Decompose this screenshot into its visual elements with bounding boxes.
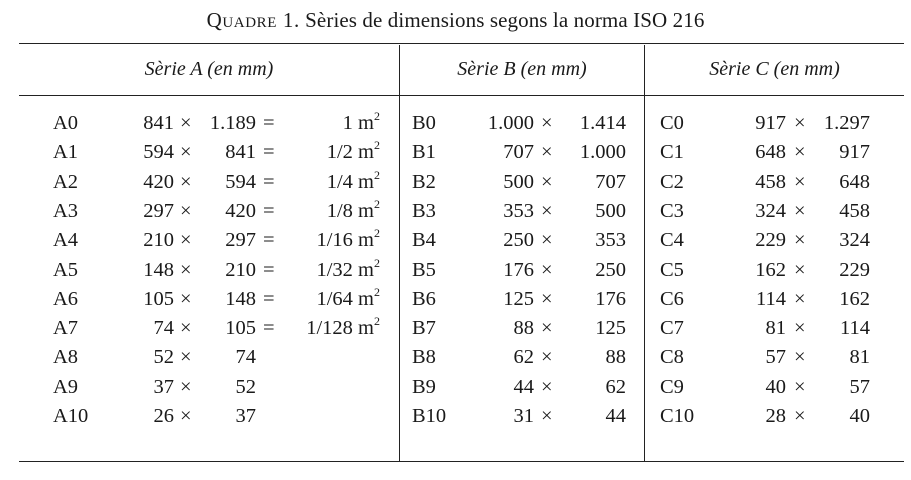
a-size-name: A10 [53, 405, 89, 427]
a-area-unit: m [358, 199, 374, 222]
c-height: 81 [849, 346, 870, 369]
a-height: 841 [225, 141, 256, 164]
b-size-name: B8 [412, 346, 436, 369]
a-equals-sign: = [263, 170, 275, 193]
a-times-sign: × [180, 258, 192, 281]
a-area-value: 1/2 [326, 141, 353, 164]
c-height: 458 [839, 199, 870, 222]
b-times-sign: × [541, 287, 553, 310]
table-row [0, 376, 911, 405]
b-size-name: B3 [412, 199, 436, 222]
b-width: 125 [503, 287, 534, 310]
b-width: 31 [513, 405, 534, 427]
c-times-sign: × [794, 141, 806, 164]
b-height: 500 [595, 199, 626, 222]
a-area-unit: m [358, 141, 374, 164]
b-size-name: B5 [412, 258, 436, 281]
a-height: 210 [225, 258, 256, 281]
c-size-name: C2 [660, 170, 684, 193]
b-width: 353 [503, 199, 534, 222]
a-equals-sign: = [263, 258, 275, 281]
a-area-unit: m [358, 287, 374, 310]
c-width: 162 [755, 258, 786, 281]
c-width: 81 [765, 317, 786, 340]
b-height: 176 [595, 287, 626, 310]
a-size-name: A8 [53, 346, 79, 369]
b-width: 176 [503, 258, 534, 281]
b-height: 125 [595, 317, 626, 340]
a-area-value: 1/4 [326, 170, 353, 193]
a-width: 297 [143, 199, 174, 222]
c-size-name: C9 [660, 375, 684, 398]
c-size-name: C6 [660, 287, 684, 310]
a-size-name: A9 [53, 375, 79, 398]
a-height: 148 [225, 287, 256, 310]
c-width: 114 [756, 287, 786, 310]
a-height: 1.189 [209, 112, 256, 134]
a-size-name: A3 [53, 199, 79, 222]
a-area-exponent: 2 [374, 226, 380, 241]
c-width: 229 [755, 229, 786, 252]
a-height: 37 [235, 405, 256, 427]
a-width: 210 [143, 229, 174, 252]
a-size-name: A7 [53, 317, 79, 340]
b-times-sign: × [541, 141, 553, 164]
a-area-exponent: 2 [374, 196, 380, 211]
c-width: 40 [765, 375, 786, 398]
a-area-value: 1/32 [316, 258, 353, 281]
b-times-sign: × [541, 112, 553, 134]
c-size-name: C3 [660, 199, 684, 222]
a-width: 148 [143, 258, 174, 281]
c-size-name: C4 [660, 229, 684, 252]
c-height: 114 [840, 317, 870, 340]
a-equals-sign: = [263, 287, 275, 310]
c-height: 648 [839, 170, 870, 193]
c-height: 57 [849, 375, 870, 398]
a-area [288, 138, 380, 164]
b-times-sign: × [541, 258, 553, 281]
c-times-sign: × [794, 258, 806, 281]
a-times-sign: × [180, 346, 192, 369]
a-size-name: A1 [53, 141, 79, 164]
a-area [288, 109, 380, 135]
c-times-sign: × [794, 346, 806, 369]
caption-label: Quadre 1. [206, 8, 300, 32]
a-height: 105 [225, 317, 256, 340]
b-height: 1.000 [579, 141, 626, 164]
c-size-name: C7 [660, 317, 684, 340]
b-size-name: B2 [412, 170, 436, 193]
a-size-name: A0 [53, 112, 79, 134]
a-times-sign: × [180, 405, 192, 427]
b-height: 44 [605, 405, 626, 427]
a-area-unit: m [358, 258, 374, 281]
header-series-b: Sèrie B (en mm) [457, 58, 587, 80]
b-width: 707 [503, 141, 534, 164]
a-equals-sign: = [263, 199, 275, 222]
c-size-name: C10 [660, 405, 695, 427]
a-area-unit: m [358, 170, 374, 193]
a-area [288, 167, 380, 194]
a-times-sign: × [180, 317, 192, 340]
a-area-value: 1/64 [316, 287, 353, 310]
b-width: 62 [513, 346, 534, 369]
a-area-exponent: 2 [374, 109, 380, 123]
c-times-sign: × [794, 375, 806, 398]
a-area-exponent: 2 [374, 255, 380, 270]
c-times-sign: × [794, 170, 806, 193]
a-equals-sign: = [263, 317, 275, 340]
b-size-name: B6 [412, 287, 436, 310]
bottom-rule [19, 461, 904, 462]
a-area [288, 196, 380, 223]
b-size-name: B0 [412, 112, 436, 134]
c-width: 324 [755, 199, 786, 222]
a-height: 420 [225, 199, 256, 222]
top-rule [19, 43, 904, 44]
c-width: 917 [755, 112, 786, 134]
header-series-c: Sèrie C (en mm) [709, 58, 840, 80]
table-row [0, 255, 911, 288]
table-row [0, 167, 911, 200]
a-width: 74 [153, 317, 174, 340]
b-size-name: B7 [412, 317, 436, 340]
a-width: 841 [143, 112, 174, 134]
b-times-sign: × [541, 229, 553, 252]
a-height: 297 [225, 229, 256, 252]
table-row [0, 346, 911, 375]
c-height: 229 [839, 258, 870, 281]
b-width: 250 [503, 229, 534, 252]
c-width: 648 [755, 141, 786, 164]
c-times-sign: × [794, 229, 806, 252]
c-width: 458 [755, 170, 786, 193]
a-width: 52 [153, 346, 174, 369]
a-size-name: A6 [53, 287, 79, 310]
b-times-sign: × [541, 170, 553, 193]
b-size-name: B9 [412, 375, 436, 398]
b-height: 62 [605, 375, 626, 398]
a-area-value: 1/16 [316, 229, 353, 252]
b-times-sign: × [541, 375, 553, 398]
c-times-sign: × [794, 317, 806, 340]
a-area [288, 255, 380, 282]
b-width: 88 [513, 317, 534, 340]
b-height: 707 [595, 170, 626, 193]
c-size-name: C1 [660, 141, 684, 164]
table-caption [0, 8, 911, 33]
b-times-sign: × [541, 317, 553, 340]
a-size-name: A5 [53, 258, 79, 281]
c-size-name: C8 [660, 346, 684, 369]
a-times-sign: × [180, 229, 192, 252]
a-height: 594 [225, 170, 256, 193]
c-height: 162 [839, 287, 870, 310]
table-row [0, 226, 911, 258]
c-height: 1.297 [823, 112, 870, 134]
a-area-value: 1 [342, 112, 353, 134]
a-area-exponent: 2 [374, 167, 380, 182]
b-width: 500 [503, 170, 534, 193]
b-size-name: B10 [412, 405, 447, 427]
a-equals-sign: = [263, 141, 275, 164]
a-area [288, 284, 380, 311]
b-width: 44 [513, 375, 534, 398]
a-area [288, 314, 380, 340]
c-times-sign: × [794, 405, 806, 427]
a-width: 420 [143, 170, 174, 193]
c-size-name: C5 [660, 258, 684, 281]
a-size-name: A2 [53, 170, 79, 193]
a-height: 74 [235, 346, 256, 369]
c-height: 917 [839, 141, 870, 164]
b-width: 1.000 [487, 112, 534, 134]
a-equals-sign: = [263, 112, 275, 134]
a-width: 26 [153, 405, 174, 427]
c-height: 40 [849, 405, 870, 427]
a-area-value: 1/128 [306, 317, 353, 340]
a-width: 594 [143, 141, 174, 164]
b-times-sign: × [541, 346, 553, 369]
table-row [0, 314, 911, 346]
c-times-sign: × [794, 199, 806, 222]
a-area-exponent: 2 [374, 138, 380, 153]
b-size-name: B1 [412, 141, 436, 164]
a-times-sign: × [180, 199, 192, 222]
c-width: 28 [765, 405, 786, 427]
a-area-unit: m [358, 229, 374, 252]
a-width: 105 [143, 287, 174, 310]
b-times-sign: × [541, 199, 553, 222]
table-row [0, 405, 911, 434]
c-width: 57 [765, 346, 786, 369]
c-times-sign: × [794, 112, 806, 134]
b-height: 353 [595, 229, 626, 252]
a-times-sign: × [180, 287, 192, 310]
table-row [0, 138, 911, 170]
a-area-exponent: 2 [374, 284, 380, 299]
a-width: 37 [153, 375, 174, 398]
a-area-unit: m [358, 317, 374, 340]
a-times-sign: × [180, 141, 192, 164]
b-times-sign: × [541, 405, 553, 427]
b-height: 88 [605, 346, 626, 369]
a-area [288, 226, 380, 252]
a-area-unit: m [358, 112, 374, 134]
a-area-value: 1/8 [326, 199, 353, 222]
table-row [0, 109, 911, 141]
header-rule [19, 95, 904, 96]
b-height: 1.414 [579, 112, 626, 134]
a-area-exponent: 2 [374, 314, 380, 329]
a-times-sign: × [180, 170, 192, 193]
a-size-name: A4 [53, 229, 79, 252]
caption-text: Sèries de dimensions segons la norma ISO 216 [305, 8, 705, 32]
c-height: 324 [839, 229, 870, 252]
table-row [0, 284, 911, 317]
b-height: 250 [595, 258, 626, 281]
c-times-sign: × [794, 287, 806, 310]
a-height: 52 [235, 375, 256, 398]
a-equals-sign: = [263, 229, 275, 252]
a-times-sign: × [180, 112, 192, 134]
a-times-sign: × [180, 375, 192, 398]
c-size-name: C0 [660, 112, 684, 134]
table-row [0, 196, 911, 229]
header-series-a: Sèrie A (en mm) [144, 58, 274, 80]
b-size-name: B4 [412, 229, 436, 252]
